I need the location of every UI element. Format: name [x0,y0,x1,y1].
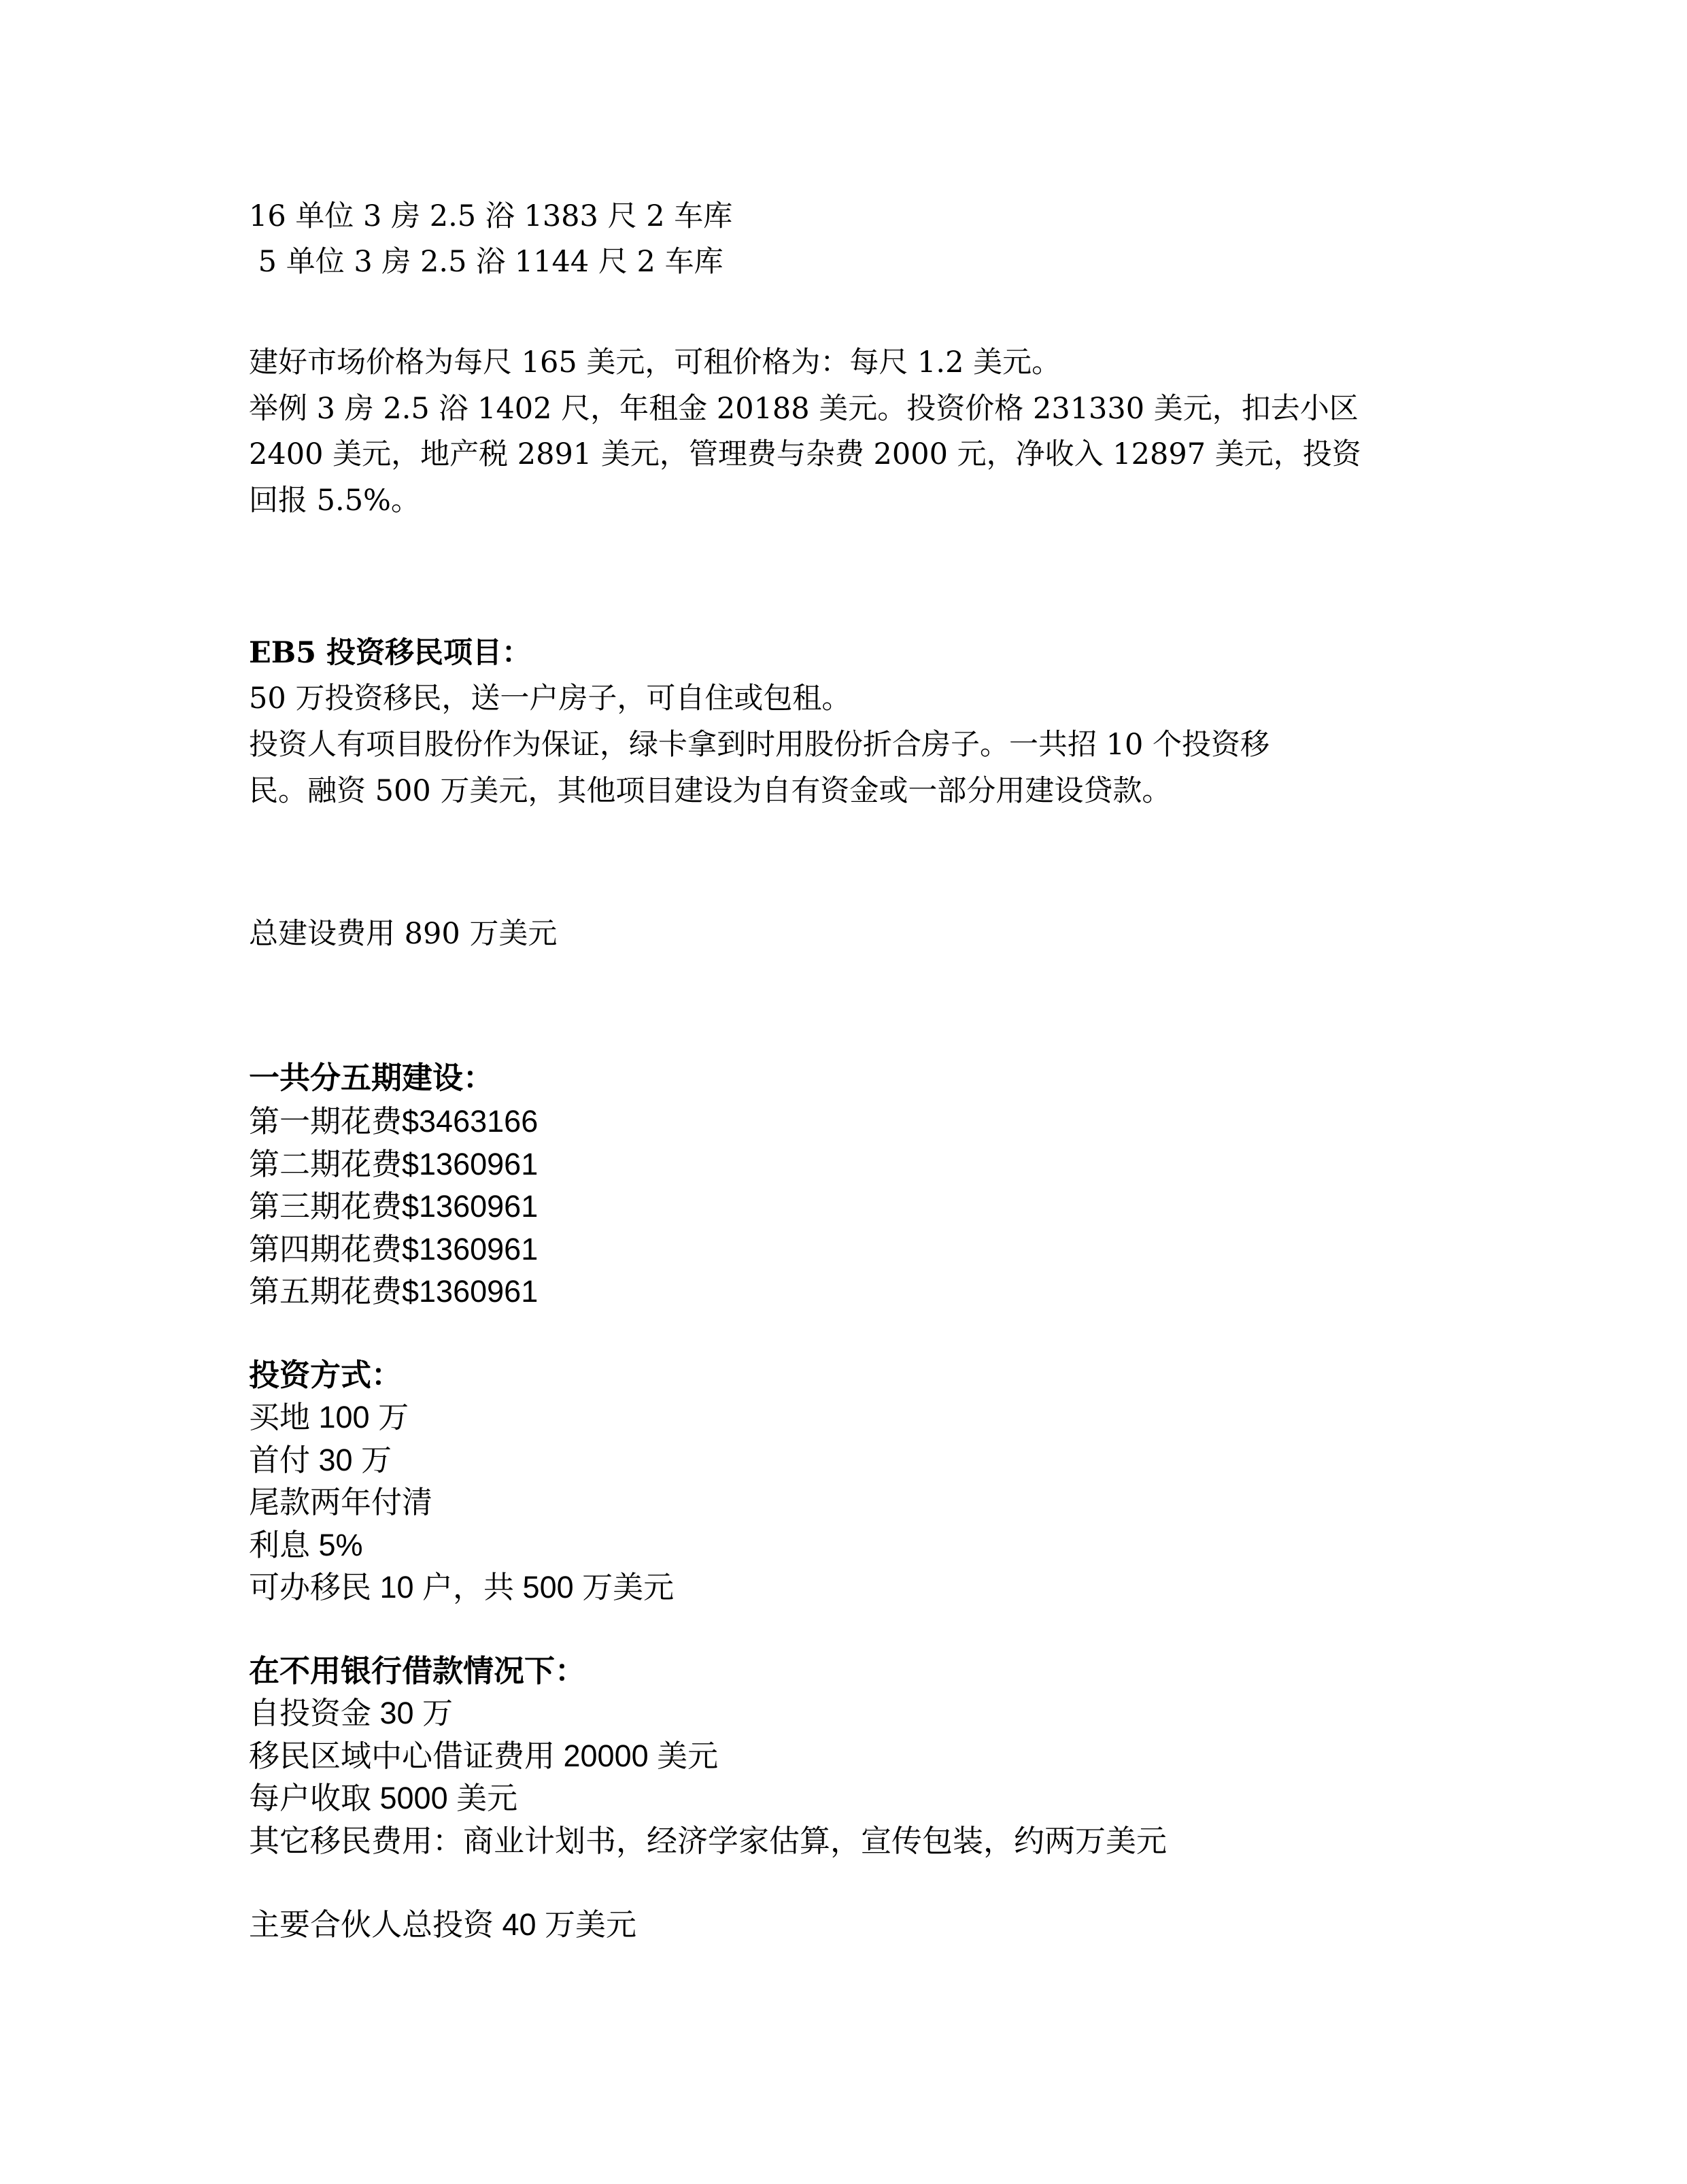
no-loan-item-2: 移民区域中心借证费用 20000 美元 [249,1738,719,1773]
phase-item-5: 第五期花费$1360961 [249,1274,539,1309]
phase-item-2: 第二期花费$1360961 [249,1147,539,1181]
investment-item-2: 首付 30 万 [249,1443,392,1477]
phase-item-1: 第一期花费$3463166 [249,1104,539,1139]
investment-heading: 投资方式： [249,1358,403,1392]
total-cost-line: 总建设费用 890 万美元 [249,917,558,951]
no-loan-item-4: 其它移民费用：商业计划书，经济学家估算，宣传包装，约两万美元 [249,1824,1168,1858]
eb5-line-1: 50 万投资移民，送一户房子，可自住或包租。 [249,682,851,716]
phases-heading: 一共分五期建设： [249,1060,494,1095]
unit-line-1: 16 单位 3 房 2.5 浴 1383 尺 2 车库 [249,199,733,233]
market-price-line: 建好市场价格为每尺 165 美元，可租价格为：每尺 1.2 美元。 [249,346,1061,380]
example-line-1: 举例 3 房 2.5 浴 1402 尺，年租金 20188 美元。投资价格 231330 美元，扣去小区 [249,392,1359,426]
investment-item-1: 买地 100 万 [249,1400,409,1434]
no-loan-item-1: 自投资金 30 万 [249,1696,454,1730]
eb5-line-2: 投资人有项目股份作为保证，绿卡拿到时用股份折合房子。一共招 10 个投资移 [249,728,1270,762]
eb5-heading: EB5 投资移民项目： [249,636,532,670]
example-line-3: 回报 5.5%。 [249,484,420,518]
investment-item-3: 尾款两年付清 [249,1485,433,1519]
partner-total-line: 主要合伙人总投资 40 万美元 [249,1907,637,1942]
phase-item-3: 第三期花费$1360961 [249,1189,539,1224]
eb5-line-3: 民。融资 500 万美元，其他项目建设为自有资金或一部分用建设贷款。 [249,774,1172,808]
unit-line-2: 5 单位 3 房 2.5 浴 1144 尺 2 车库 [249,245,723,279]
phase-item-4: 第四期花费$1360961 [249,1232,539,1266]
investment-item-4: 利息 5% [249,1528,363,1562]
investment-item-5: 可办移民 10 户，共 500 万美元 [249,1570,675,1605]
example-line-2: 2400 美元，地产税 2891 美元，管理费与杂费 2000 元，净收入 12897 美元，投资 [249,437,1361,471]
no-loan-item-3: 每户收取 5000 美元 [249,1781,518,1815]
no-loan-heading: 在不用银行借款情况下： [249,1653,586,1688]
